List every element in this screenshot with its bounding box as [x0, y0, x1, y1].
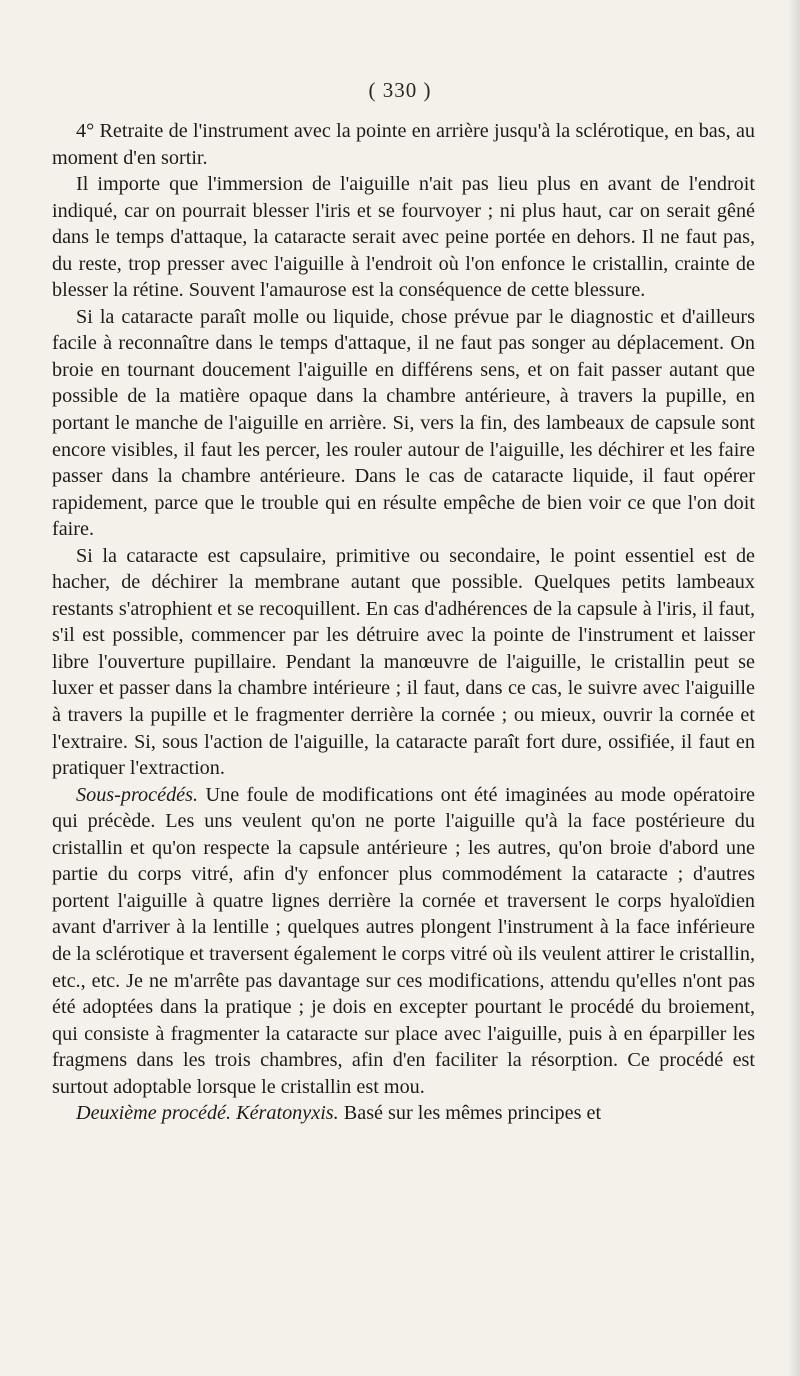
paragraph-capsular-cataract	[52, 543, 755, 782]
paragraph-second-procedure	[52, 1100, 755, 1127]
paragraph-immersion	[52, 171, 755, 304]
body-text	[52, 118, 755, 1127]
paragraph-text: Si la cataracte est capsulaire, primitive ou secondaire, le point essentiel est de hacher, de déchirer la membrane autant que possible. Quelques petits lambeaux restants s'atrophient et se recoquillent. En cas d'adhérences de la capsule à l'iris, il faut, s'il est possible, commencer par les détruire avec la pointe de l'instrument et laisser libre l'ouverture pupillaire. Pendant la manœuvre de l'aiguille, le cristallin peut se luxer et passer dans la chambre intérieure ; il faut, dans ce cas, le suivre avec l'aiguille à travers la pupille et le fragmenter derrière la cornée ; ou mieux, ouvrir la cornée et l'extraire. Si, sous l'action de l'aiguille, la cataracte paraît fort dure, ossifiée, il faut en pratiquer l'extraction.	[52, 544, 755, 780]
paragraph-text: Basé sur les mêmes principes et	[338, 1102, 602, 1125]
paragraph-sub-procedures	[52, 782, 755, 1101]
section-lead-italic: Deuxième procédé. Kératonyxis.	[76, 1102, 339, 1125]
section-lead-italic: Sous-procédés.	[76, 783, 199, 806]
paragraph-text: Si la cataracte paraît molle ou liquide, chose prévue par le diagnostic et d'ailleurs facile à reconnaître dans le temps d'attaque, il ne faut pas songer au déplacement. On broie en tournant doucement l'aiguille en différens sens, et on fait passer autant que possible de la matière opaque dans la chambre antérieure, à travers la pupille, en portant le manche de l'aiguille en arrière. Si, vers la fin, des lambeaux de capsule sont encore visibles, il faut les percer, les rouler autour de l'aiguille, les déchirer et les faire passer dans la chambre antérieure. Dans le cas de cataracte liquide, il faut opérer rapidement, parce que le trouble qui en résulte empêche de bien voir ce que l'on doit faire.	[52, 305, 755, 541]
paragraph-text: Il importe que l'immersion de l'aiguille n'ait pas lieu plus en avant de l'endroit indiqué, car on pourrait blesser l'iris et se fourvoyer ; ni plus haut, car on serait gêné dans le temps d'attaque, la cataracte serait avec peine portée en dehors. Il ne faut pas, du reste, trop presser avec l'aiguille à l'endroit où l'on enfonce le cristallin, crainte de blesser la rétine. Souvent l'amaurose est la conséquence de cette blessure.	[52, 173, 755, 302]
paragraph-soft-cataract	[52, 304, 755, 543]
page-edge-shadow	[788, 0, 800, 1376]
paragraph-step-4	[52, 118, 755, 171]
page-number: ( 330 )	[368, 78, 432, 102]
paragraph-text: Une foule de modifications ont été imaginées au mode opératoire qui précède. Les uns veulent qu'on ne porte l'aiguille qu'à la face postérieure du cristallin et qu'on respecte la capsule antérieure ; les autres, qu'on broie d'abord une partie du corps vitré, afin d'y enfoncer plus commodément la cataracte ; d'autres portent l'aiguille à quatre lignes derrière la cornée et traversent le corps hyaloïdien avant d'arriver à la lentille ; quelques autres plongent l'instrument à la face inférieure de la sclérotique et traversent également le corps vitré où ils veulent attirer le cristallin, etc., etc. Je ne m'arrête pas davantage sur ces modifications, attendu qu'elles n'ont pas été adoptées dans la pratique ; je dois en excepter pourtant le procédé du broiement, qui consiste à fragmenter la cataracte sur place avec l'aiguille, puis à en éparpiller les fragmens dans les trois chambres, afin d'en faciliter la résorption. Ce procédé est surtout adoptable lorsque le cristallin est mou.	[52, 783, 755, 1098]
paragraph-text: 4° Retraite de l'instrument avec la pointe en arrière jusqu'à la sclérotique, en bas, au moment d'en sortir.	[52, 120, 755, 169]
